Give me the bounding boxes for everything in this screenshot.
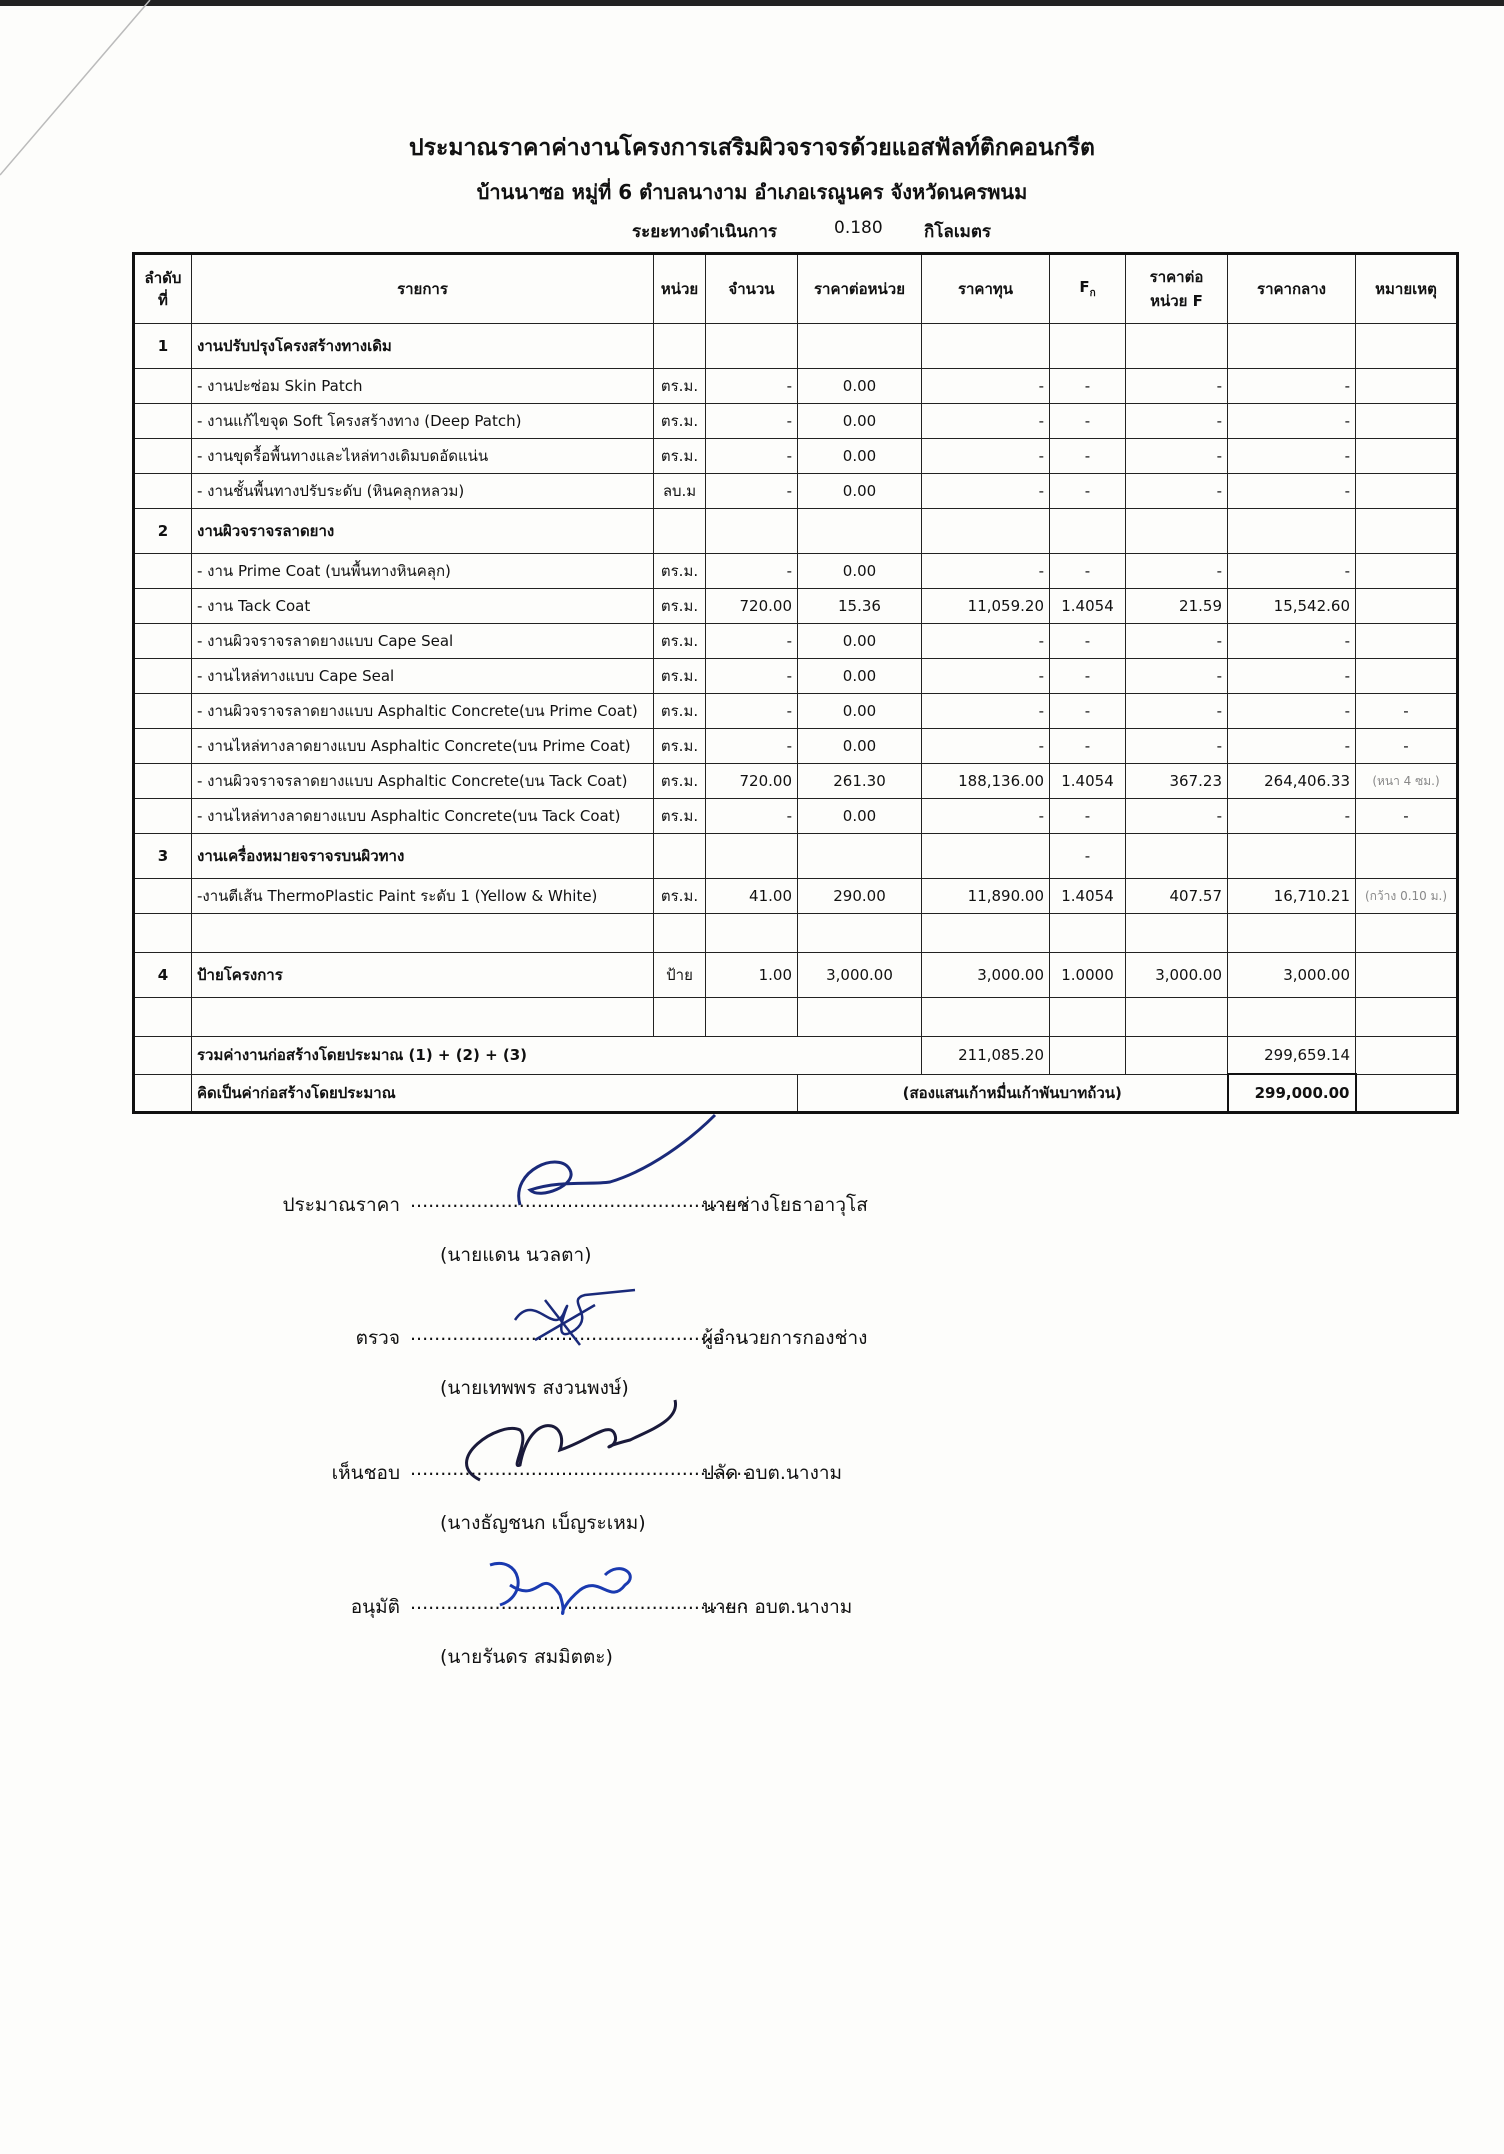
distance-label: ระยะทางดำเนินการ: [632, 222, 778, 242]
row-item: - งานผิวจราจรลาดยางแบบ Cape Seal: [192, 624, 654, 659]
row-median-price: 3,000.00: [1228, 953, 1356, 998]
row-item: -งานตีเส้น ThermoPlastic Paint ระดับ 1 (Yellow & White): [192, 879, 654, 914]
row-remark: -: [1356, 799, 1458, 834]
factor-subscript: ก: [1089, 287, 1096, 299]
row-number: 1: [134, 324, 192, 369]
factor-symbol: F: [1079, 277, 1090, 296]
total-cost: 211,085.20: [922, 1037, 1050, 1075]
row-price-per-unit-f: -: [1126, 404, 1228, 439]
row-number: [134, 404, 192, 439]
signature-4-image: [480, 1555, 650, 1630]
row-qty: 720.00: [706, 764, 798, 799]
table-body: [134, 324, 1458, 1113]
row-unit-price: 0.00: [798, 729, 922, 764]
table-row: [134, 439, 1458, 474]
row-number: [134, 589, 192, 624]
row-factor: 1.4054: [1050, 589, 1126, 624]
row-qty: 720.00: [706, 589, 798, 624]
row-price-per-unit-f: [1126, 324, 1228, 369]
blank-cell: [706, 914, 798, 953]
row-remark: [1356, 404, 1458, 439]
row-median-price: -: [1228, 439, 1356, 474]
row-price-per-unit-f: 367.23: [1126, 764, 1228, 799]
row-unit-price: 261.30: [798, 764, 922, 799]
row-cost: 3,000.00: [922, 953, 1050, 998]
row-qty: -: [706, 694, 798, 729]
row-number: [134, 554, 192, 589]
row-number: [134, 799, 192, 834]
row-remark: [1356, 439, 1458, 474]
row-number: 3: [134, 834, 192, 879]
distance-value: 0.180: [834, 218, 883, 238]
row-item: - งานปะซ่อม Skin Patch: [192, 369, 654, 404]
row-qty: 41.00: [706, 879, 798, 914]
row-remark: [1356, 953, 1458, 998]
blank-cell: [134, 998, 192, 1037]
row-cost: [922, 324, 1050, 369]
row-median-price: -: [1228, 474, 1356, 509]
signature-dots: ........................................................: [410, 1190, 749, 1212]
distance-unit: กิโลเมตร: [924, 222, 992, 242]
row-item: - งาน Tack Coat: [192, 589, 654, 624]
row-cost: [922, 509, 1050, 554]
row-price-per-unit-f: 3,000.00: [1126, 953, 1228, 998]
row-factor: -: [1050, 624, 1126, 659]
row-median-price: 264,406.33: [1228, 764, 1356, 799]
row-median-price: [1228, 324, 1356, 369]
row-unit: ตร.ม.: [654, 624, 706, 659]
blank-cell: [1228, 914, 1356, 953]
row-item: - งาน Prime Coat (บนพื้นทางหินคลุก): [192, 554, 654, 589]
row-item: - งานแก้ไขจุด Soft โครงสร้างทาง (Deep Patch): [192, 404, 654, 439]
row-median-price: -: [1228, 554, 1356, 589]
table-row: [134, 589, 1458, 624]
row-item: งานผิวจราจรลาดยาง: [192, 509, 654, 554]
row-remark: [1356, 589, 1458, 624]
signature-1-image: [500, 1110, 740, 1220]
row-unit-price: 0.00: [798, 404, 922, 439]
blank-cell: [706, 998, 798, 1037]
row-cost: -: [922, 404, 1050, 439]
signature-position: นายก อบต.นางาม: [702, 1596, 853, 1618]
document-location: บ้านนาซอ หมู่ที่ 6 ตำบลนางาม อำเภอเรณูนคร จังหวัดนครพนม: [476, 180, 1028, 204]
table-row: [134, 834, 1458, 879]
final-words: (สองแสนเก้าหมื่นเก้าพันบาทถ้วน): [798, 1074, 1228, 1113]
total-factor-cell: [1050, 1037, 1126, 1075]
blank-cell: [798, 914, 922, 953]
row-price-per-unit-f: -: [1126, 439, 1228, 474]
row-number: [134, 439, 192, 474]
row-factor: -: [1050, 439, 1126, 474]
row-median-price: 16,710.21: [1228, 879, 1356, 914]
row-cost: -: [922, 474, 1050, 509]
row-item: - งานขุดรื้อพื้นทางและไหล่ทางเดิมบดอัดแน่น: [192, 439, 654, 474]
signature-position: นายช่างโยธาอาวุโส: [702, 1194, 868, 1216]
row-remark: [1356, 624, 1458, 659]
signature-name-1: (นายแดน นวลตา): [440, 1244, 592, 1266]
signature-role: ประมาณราคา: [282, 1194, 400, 1216]
row-unit: ตร.ม.: [654, 439, 706, 474]
row-qty: 1.00: [706, 953, 798, 998]
table-row: [134, 509, 1458, 554]
row-unit: ลบ.ม: [654, 474, 706, 509]
row-unit-price: 0.00: [798, 659, 922, 694]
row-factor: -: [1050, 834, 1126, 879]
row-number: [134, 474, 192, 509]
row-cost: -: [922, 659, 1050, 694]
row-unit-price: 0.00: [798, 799, 922, 834]
signature-name-4: (นายรันดร สมมิตตะ): [440, 1646, 613, 1668]
final-row: [134, 1074, 1458, 1113]
row-qty: -: [706, 369, 798, 404]
row-cost: -: [922, 554, 1050, 589]
row-price-per-unit-f: -: [1126, 554, 1228, 589]
row-qty: [706, 834, 798, 879]
row-remark: [1356, 324, 1458, 369]
document-title: ประมาณราคาค่างานโครงการเสริมผิวจราจรด้วยแอสฟัลท์ติกคอนกรีต: [409, 135, 1095, 161]
signature-3-image: [440, 1390, 700, 1490]
table-row: [134, 764, 1458, 799]
blank-cell: [192, 914, 654, 953]
row-cost: [922, 834, 1050, 879]
blank-cell: [192, 998, 654, 1037]
row-median-price: -: [1228, 729, 1356, 764]
final-no-cell: [134, 1074, 192, 1113]
row-factor: -: [1050, 659, 1126, 694]
table-row: [134, 659, 1458, 694]
row-cost: -: [922, 729, 1050, 764]
blank-cell: [1050, 914, 1126, 953]
row-cost: 11,059.20: [922, 589, 1050, 624]
signature-position: ปลัด อบต.นางาม: [702, 1462, 843, 1484]
row-unit: ตร.ม.: [654, 879, 706, 914]
row-median-price: [1228, 509, 1356, 554]
blank-cell: [922, 914, 1050, 953]
row-factor: [1050, 509, 1126, 554]
row-median-price: [1228, 834, 1356, 879]
total-median: 299,659.14: [1228, 1037, 1356, 1075]
row-remark: (หนา 4 ซม.): [1356, 764, 1458, 799]
row-remark: -: [1356, 694, 1458, 729]
row-item: - งานผิวจราจรลาดยางแบบ Asphaltic Concrete(บน Tack Coat): [192, 764, 654, 799]
row-unit-price: 3,000.00: [798, 953, 922, 998]
row-number: [134, 729, 192, 764]
row-item: - งานไหล่ทางลาดยางแบบ Asphaltic Concrete(บน Tack Coat): [192, 799, 654, 834]
row-factor: -: [1050, 474, 1126, 509]
row-number: [134, 694, 192, 729]
row-item: งานเครื่องหมายจราจรบนผิวทาง: [192, 834, 654, 879]
row-median-price: -: [1228, 624, 1356, 659]
row-median-price: -: [1228, 369, 1356, 404]
table-row: [134, 554, 1458, 589]
row-unit-price: [798, 324, 922, 369]
table-row: [134, 624, 1458, 659]
col-remark-header: หมายเหตุ: [1356, 254, 1458, 324]
row-unit: [654, 834, 706, 879]
row-unit: ตร.ม.: [654, 369, 706, 404]
table-header-row: [134, 254, 1458, 324]
row-unit: ป้าย: [654, 953, 706, 998]
col-no-header: ลำดับ ที่: [134, 254, 192, 324]
row-cost: -: [922, 694, 1050, 729]
row-number: [134, 764, 192, 799]
signature-name-2: (นายเทพพร สงวนพงษ์): [440, 1377, 629, 1399]
row-remark: [1356, 509, 1458, 554]
estimate-table: [132, 252, 1459, 1114]
row-unit: ตร.ม.: [654, 589, 706, 624]
blank-cell: [1228, 998, 1356, 1037]
row-price-per-unit-f: -: [1126, 474, 1228, 509]
blank-cell: [1050, 998, 1126, 1037]
row-price-per-unit-f: -: [1126, 369, 1228, 404]
scan-top-edge: [0, 0, 1504, 6]
table-row: [134, 324, 1458, 369]
col-qty-header: จำนวน: [706, 254, 798, 324]
total-no-cell: [134, 1037, 192, 1075]
row-item: - งานชั้นพื้นทางปรับระดับ (หินคลุกหลวม): [192, 474, 654, 509]
row-factor: -: [1050, 694, 1126, 729]
row-item: - งานไหล่ทางแบบ Cape Seal: [192, 659, 654, 694]
row-unit: [654, 509, 706, 554]
row-unit-price: 0.00: [798, 624, 922, 659]
total-label: รวมค่างานก่อสร้างโดยประมาณ (1) + (2) + (3): [192, 1037, 922, 1075]
row-remark: -: [1356, 729, 1458, 764]
row-unit-price: [798, 834, 922, 879]
row-remark: [1356, 474, 1458, 509]
row-qty: -: [706, 799, 798, 834]
row-price-per-unit-f: 21.59: [1126, 589, 1228, 624]
final-value: 299,000.00: [1228, 1074, 1356, 1113]
blank-row: [134, 998, 1458, 1037]
row-qty: -: [706, 624, 798, 659]
row-price-per-unit-f: -: [1126, 659, 1228, 694]
row-unit-price: 15.36: [798, 589, 922, 624]
row-qty: [706, 324, 798, 369]
blank-cell: [798, 998, 922, 1037]
row-price-per-unit-f: [1126, 509, 1228, 554]
row-qty: -: [706, 554, 798, 589]
row-price-per-unit-f: -: [1126, 729, 1228, 764]
row-factor: -: [1050, 799, 1126, 834]
signature-role: ตรวจ: [355, 1327, 400, 1349]
row-unit: ตร.ม.: [654, 554, 706, 589]
row-factor: -: [1050, 369, 1126, 404]
row-cost: -: [922, 799, 1050, 834]
row-factor: 1.4054: [1050, 879, 1126, 914]
row-cost: 11,890.00: [922, 879, 1050, 914]
table-row: [134, 369, 1458, 404]
col-median-price-header: ราคากลาง: [1228, 254, 1356, 324]
row-cost: -: [922, 624, 1050, 659]
row-item: - งานไหล่ทางลาดยางแบบ Asphaltic Concrete(บน Prime Coat): [192, 729, 654, 764]
blank-cell: [1126, 998, 1228, 1037]
row-unit: [654, 324, 706, 369]
row-unit: ตร.ม.: [654, 799, 706, 834]
row-remark: [1356, 834, 1458, 879]
row-price-per-unit-f: -: [1126, 624, 1228, 659]
signature-dots: ........................................................: [410, 1458, 749, 1480]
table-row: [134, 799, 1458, 834]
row-factor: 1.4054: [1050, 764, 1126, 799]
signature-role: เห็นชอบ: [331, 1462, 400, 1484]
row-unit-price: 0.00: [798, 554, 922, 589]
col-unit-price-header: ราคาต่อหน่วย: [798, 254, 922, 324]
table-row: [134, 729, 1458, 764]
total-pf-cell: [1126, 1037, 1228, 1075]
row-number: 2: [134, 509, 192, 554]
blank-cell: [654, 998, 706, 1037]
row-median-price: -: [1228, 404, 1356, 439]
blank-row: [134, 914, 1458, 953]
signature-dots: ........................................................: [410, 1323, 749, 1345]
row-price-per-unit-f: -: [1126, 694, 1228, 729]
total-row: [134, 1037, 1458, 1075]
signature-2-image: [505, 1280, 655, 1360]
row-qty: -: [706, 659, 798, 694]
row-unit: ตร.ม.: [654, 659, 706, 694]
row-qty: [706, 509, 798, 554]
row-item: - งานผิวจราจรลาดยางแบบ Asphaltic Concrete(บน Prime Coat): [192, 694, 654, 729]
signature-name-3: (นางธัญชนก เบ็ญระเหม): [440, 1512, 646, 1534]
row-item: งานปรับปรุงโครงสร้างทางเดิม: [192, 324, 654, 369]
row-price-per-unit-f: [1126, 834, 1228, 879]
col-unit-header: หน่วย: [654, 254, 706, 324]
table-row: [134, 953, 1458, 998]
blank-cell: [134, 914, 192, 953]
row-unit-price: 0.00: [798, 369, 922, 404]
row-number: [134, 624, 192, 659]
page-fold-mark: [0, 0, 200, 200]
row-unit-price: 290.00: [798, 879, 922, 914]
row-number: 4: [134, 953, 192, 998]
row-cost: 188,136.00: [922, 764, 1050, 799]
row-unit-price: 0.00: [798, 474, 922, 509]
row-qty: -: [706, 404, 798, 439]
row-factor: [1050, 324, 1126, 369]
row-unit-price: 0.00: [798, 439, 922, 474]
row-unit: ตร.ม.: [654, 694, 706, 729]
row-remark: [1356, 659, 1458, 694]
row-qty: -: [706, 729, 798, 764]
table-row: [134, 694, 1458, 729]
signature-dots: ........................................................: [410, 1592, 749, 1614]
row-unit: ตร.ม.: [654, 404, 706, 439]
signature-position: ผู้อำนวยการกองช่าง: [702, 1327, 868, 1349]
total-remark-cell: [1356, 1037, 1458, 1075]
row-price-per-unit-f: -: [1126, 799, 1228, 834]
row-qty: -: [706, 439, 798, 474]
col-item-header: รายการ: [192, 254, 654, 324]
row-factor: 1.0000: [1050, 953, 1126, 998]
col-factor-header: [1050, 254, 1126, 324]
row-item: ป้ายโครงการ: [192, 953, 654, 998]
row-remark: [1356, 369, 1458, 404]
row-number: [134, 879, 192, 914]
signature-role: อนุมัติ: [350, 1596, 400, 1618]
row-cost: -: [922, 439, 1050, 474]
row-unit: ตร.ม.: [654, 729, 706, 764]
final-label: คิดเป็นค่าก่อสร้างโดยประมาณ: [192, 1074, 798, 1113]
col-price-per-unit-f-header: ราคาต่อ หน่วย F: [1126, 254, 1228, 324]
row-unit-price: [798, 509, 922, 554]
table-row: [134, 879, 1458, 914]
row-number: [134, 369, 192, 404]
row-remark: [1356, 554, 1458, 589]
table-row: [134, 474, 1458, 509]
blank-cell: [1126, 914, 1228, 953]
row-median-price: -: [1228, 694, 1356, 729]
row-remark: (กว้าง 0.10 ม.): [1356, 879, 1458, 914]
row-median-price: 15,542.60: [1228, 589, 1356, 624]
row-cost: -: [922, 369, 1050, 404]
row-unit: ตร.ม.: [654, 764, 706, 799]
final-remark-cell: [1356, 1074, 1458, 1113]
row-unit-price: 0.00: [798, 694, 922, 729]
blank-cell: [1356, 998, 1458, 1037]
row-factor: -: [1050, 404, 1126, 439]
row-factor: -: [1050, 554, 1126, 589]
row-median-price: -: [1228, 659, 1356, 694]
blank-cell: [1356, 914, 1458, 953]
row-median-price: -: [1228, 799, 1356, 834]
row-price-per-unit-f: 407.57: [1126, 879, 1228, 914]
row-factor: -: [1050, 729, 1126, 764]
table-row: [134, 404, 1458, 439]
row-number: [134, 659, 192, 694]
blank-cell: [654, 914, 706, 953]
col-cost-header: ราคาทุน: [922, 254, 1050, 324]
blank-cell: [922, 998, 1050, 1037]
row-qty: -: [706, 474, 798, 509]
